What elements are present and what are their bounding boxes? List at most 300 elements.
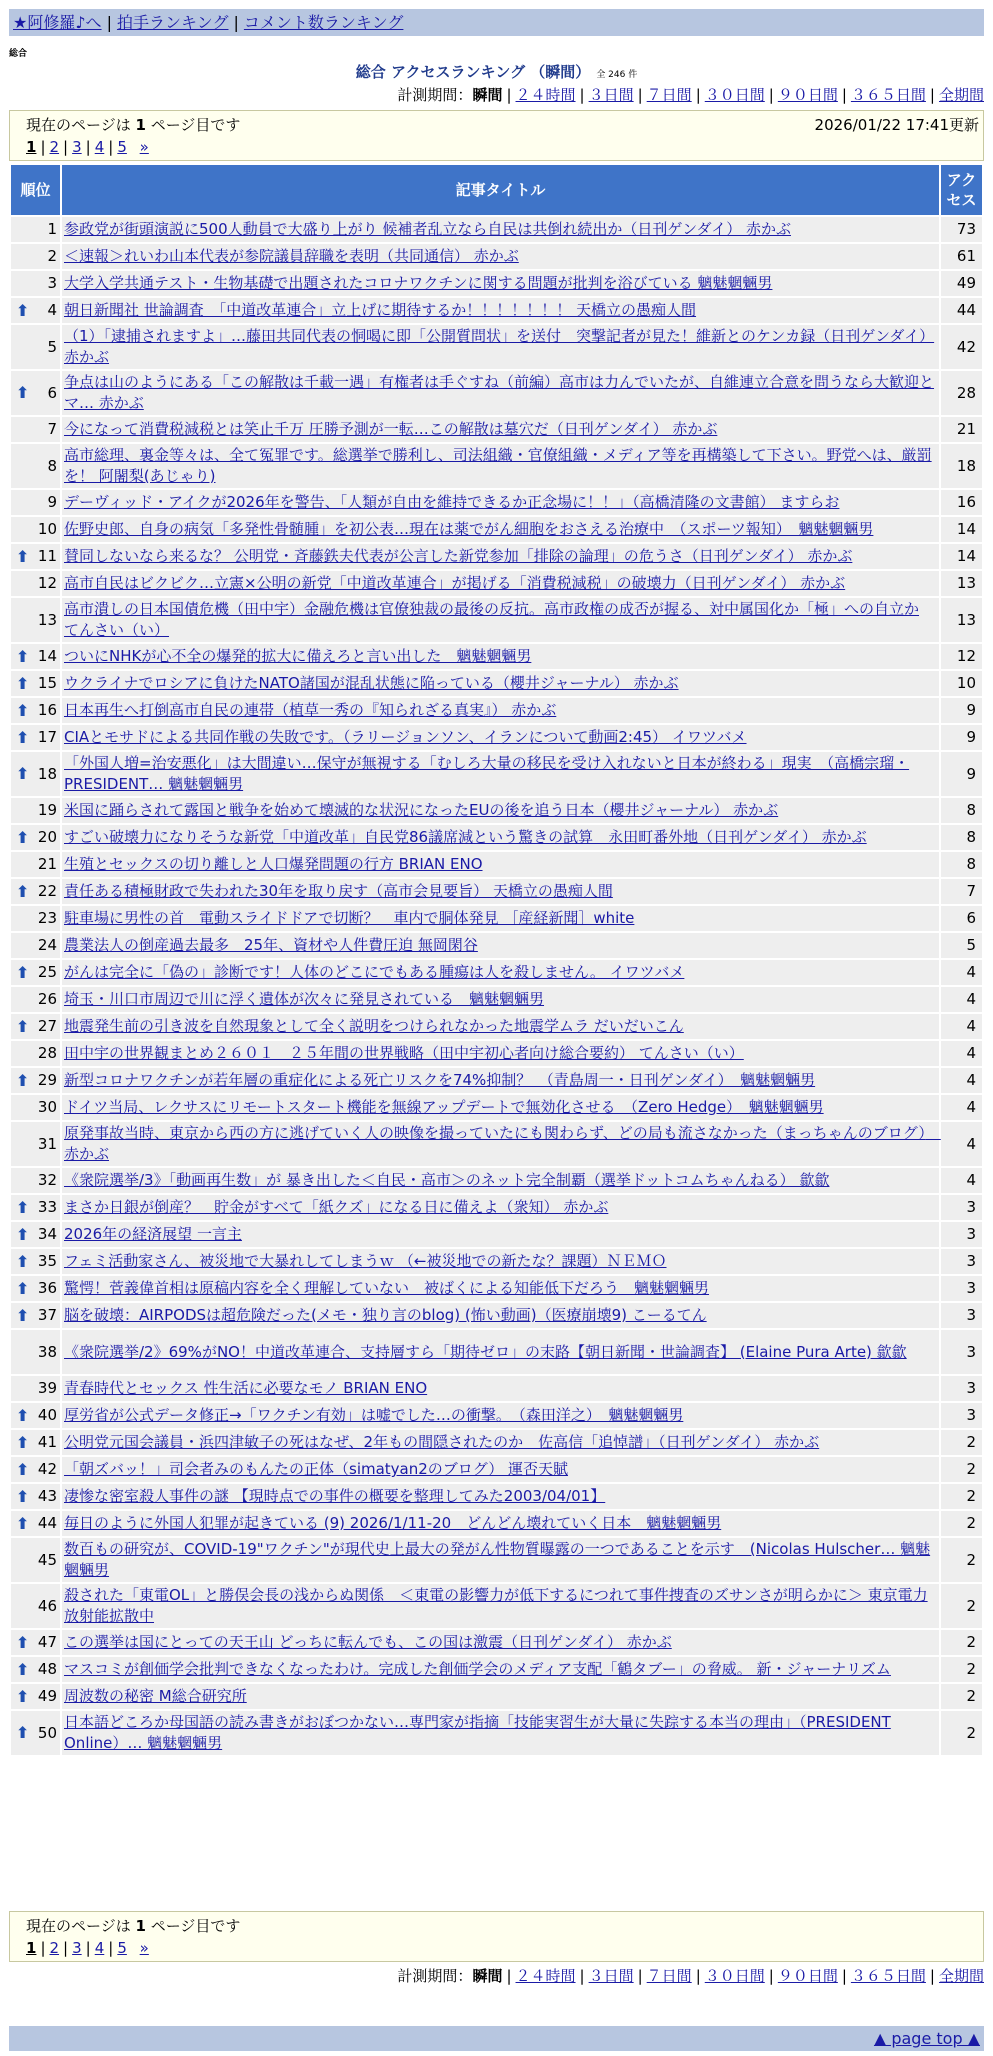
rank-cell	[11, 371, 60, 415]
access-count: 10	[941, 671, 982, 696]
article-link[interactable]: ついにNHKが心不全の爆発的拡大に備えろと言い出した 魑魅魍魎男	[64, 647, 532, 665]
title-cell	[62, 698, 939, 723]
updated-date: 2026/01/22 17:41更新	[814, 116, 979, 134]
page-status: 現在のページは 1 ページ目です	[26, 116, 241, 134]
article-link[interactable]: ドイツ当局、レクサスにリモートスタート機能を無線アップデートで無効化させる （Zero Hedge） 魑魅魍魎男	[64, 1098, 824, 1116]
title-cell	[62, 544, 939, 569]
up-arrow-icon: ⬆	[16, 962, 30, 982]
period-24h[interactable]: ２４時間	[515, 86, 576, 104]
article-link[interactable]: 青春時代とセックス 性生活に必要なモノ BRIAN ENO	[64, 1379, 428, 1397]
rank-cell	[11, 1511, 60, 1536]
rank-cell	[11, 1330, 60, 1374]
rank-number: 2	[47, 247, 57, 265]
title-cell	[62, 825, 939, 850]
access-count: 14	[941, 517, 982, 542]
article-link[interactable]: フェミ活動家さん、被災地で大暴れしてしまうｗ （←被災地での新たな？課題）ＮＥＭＯ	[64, 1252, 667, 1270]
page-link[interactable]: 5	[117, 138, 127, 156]
access-count: 14	[941, 544, 982, 569]
title-cell	[62, 444, 939, 488]
article-link[interactable]: 原発事故当時、東京から西の方に逃げていく人の映像を撮っていたにも関わらず、どの局も流さなかった（まっちゃんのブログ） 赤かぶ	[64, 1124, 941, 1163]
rank-cell	[11, 1457, 60, 1482]
access-count: 28	[941, 371, 982, 415]
rank-cell	[11, 725, 60, 750]
page-link[interactable]: 4	[94, 138, 105, 156]
period-7d[interactable]: ７日間	[646, 1967, 692, 1985]
rank-number: 33	[37, 1198, 57, 1216]
rank-number: 11	[37, 547, 57, 565]
title-cell	[62, 598, 939, 642]
up-arrow-icon: ⬆	[16, 881, 30, 901]
article-link[interactable]: CIAとモサドによる共同作戦の失敗です。（ラリージョンソン、イランについて動画2:45） イワツバメ	[64, 728, 747, 746]
up-arrow-icon: ⬆	[16, 1486, 30, 1506]
period-30d[interactable]: ３０日間	[704, 86, 765, 104]
rank-number: 48	[37, 1660, 57, 1678]
home-link[interactable]: ★阿修羅♪へ	[13, 13, 102, 32]
rank-cell	[11, 879, 60, 904]
table-row	[11, 1457, 982, 1482]
article-link[interactable]: 責任ある積極財政で失われた30年を取り戻す（高市会見要旨） 天橋立の愚痴人間	[64, 882, 613, 900]
rank-number: 42	[37, 1460, 57, 1478]
access-count: 6	[941, 906, 982, 931]
article-link[interactable]: 数百もの研究が、COVID-19"ワクチン"が現代史上最大の発がん性物質曝露の一つであることを示す (Nicolas Hulscher… 魑魅魍魎男	[64, 1540, 931, 1579]
table-row	[11, 417, 982, 442]
title-cell	[62, 1430, 939, 1455]
article-link[interactable]: 駐車場に男性の首 電動スライドドアで切断？ 車内で胴体発見 ［産経新聞］white	[64, 909, 635, 927]
title-cell	[62, 298, 939, 323]
page-top-link[interactable]: ▲ page top ▲	[873, 2029, 980, 2048]
table-row	[11, 1403, 982, 1428]
table-row	[11, 1168, 982, 1193]
rank-number: 34	[37, 1225, 57, 1243]
table-row	[11, 1584, 982, 1628]
page-current: 1	[26, 138, 37, 156]
title-cell	[62, 1711, 939, 1755]
table-row	[11, 1711, 982, 1755]
rank-number: 27	[37, 1017, 57, 1035]
rank-number: 1	[47, 220, 57, 238]
table-row	[11, 244, 982, 269]
table-row	[11, 725, 982, 750]
access-count: 44	[941, 298, 982, 323]
rank-cell	[11, 852, 60, 877]
access-count: 3	[941, 1195, 982, 1220]
title-cell	[62, 1330, 939, 1374]
up-arrow-icon: ⬆	[16, 827, 30, 847]
article-link[interactable]: 高市自民はビクビク…立憲×公明の新党「中道改革連合」が掲げる「消費税減税」の破壊力（日刊ゲンダイ） 赤かぶ	[64, 574, 846, 592]
rank-cell	[11, 1684, 60, 1709]
title-cell	[62, 1303, 939, 1328]
table-row	[11, 1376, 982, 1401]
rank-number: 3	[47, 274, 57, 292]
article-link[interactable]: 公明党元国会議員・浜四津敏子の死はなぜ、2年もの間隠されたのか 佐高信「追悼譜」（日刊ゲンダイ） 赤かぶ	[64, 1433, 820, 1451]
title-cell	[62, 752, 939, 796]
article-link[interactable]: 今になって消費税減税とは笑止千万 圧勝予測が一転…この解散は墓穴だ（日刊ゲンダイ） 赤かぶ	[64, 420, 718, 438]
rank-number: 17	[37, 728, 57, 746]
access-count: 12	[941, 644, 982, 669]
title-cell	[62, 1222, 939, 1247]
rank-number: 37	[37, 1306, 57, 1324]
article-link[interactable]: 賛同しないなら来るな？ 公明党・斉藤鉄夫代表が公言した新党参加「排除の論理」の危うさ（日刊ゲンダイ） 赤かぶ	[64, 547, 853, 565]
rank-number: 40	[37, 1406, 57, 1424]
article-link[interactable]: 2026年の経済展望 一言主	[64, 1225, 242, 1243]
access-count: 42	[941, 325, 982, 369]
title-cell	[62, 1684, 939, 1709]
article-link[interactable]: 「外国人増=治安悪化」は大間違い…保守が無視する「むしろ大量の移民を受け入れないと日本が終わる」現実 （高橋宗瑠・PRESIDENT… 魑魅魍魎男	[64, 754, 910, 793]
article-link[interactable]: 生殖とセックスの切り離しと人口爆発問題の行方 BRIAN ENO	[64, 855, 483, 873]
rank-cell	[11, 671, 60, 696]
period-3d[interactable]: ３日間	[588, 1967, 634, 1985]
period-30d[interactable]: ３０日間	[704, 1967, 765, 1985]
page-next-link[interactable]: »	[139, 1939, 149, 1957]
title-cell	[62, 371, 939, 415]
ranking-title: 総合 アクセスランキング （瞬間）	[355, 63, 591, 81]
article-link[interactable]: 凄惨な密室殺人事件の謎 【現時点での事件の概要を整理してみた2003/04/01】	[64, 1487, 606, 1505]
title-cell	[62, 1014, 939, 1039]
page-title	[0, 61, 993, 82]
article-link[interactable]: 日本再生へ打倒高市自民の連帯（植草一秀の『知られざる真実』） 赤かぶ	[64, 701, 557, 719]
access-count: 2	[941, 1657, 982, 1682]
up-arrow-icon: ⬆	[16, 1723, 30, 1742]
rank-number: 16	[37, 701, 57, 719]
page-links: 1 | 2 | 3 | 4 | 5 »	[26, 138, 149, 156]
rank-cell	[11, 798, 60, 823]
article-link[interactable]: 大学入学共通テスト・生物基礎で出題されたコロナワクチンに関する問題が批判を浴びている 魑魅魍魎男	[64, 274, 773, 292]
rank-cell	[11, 1014, 60, 1039]
up-arrow-icon: ⬆	[16, 1197, 30, 1217]
table-row	[11, 1430, 982, 1455]
table-row	[11, 1095, 982, 1120]
table-row	[11, 325, 982, 369]
access-count: 9	[941, 752, 982, 796]
rank-number: 6	[47, 383, 57, 402]
rank-number: 29	[37, 1071, 57, 1089]
access-count: 4	[941, 1068, 982, 1093]
title-cell	[62, 571, 939, 596]
page-link[interactable]: 4	[94, 1939, 105, 1957]
rank-cell	[11, 444, 60, 488]
comment-ranking-link[interactable]: コメント数ランキング	[243, 13, 404, 32]
access-count: 2	[941, 1684, 982, 1709]
page-link[interactable]: 3	[72, 1939, 82, 1957]
page-link[interactable]: 2	[49, 1939, 60, 1957]
article-link[interactable]: 地震発生前の引き波を自然現象として全く説明をつけられなかった地震学ムラ だいだいこん	[64, 1017, 684, 1035]
title-cell	[62, 1538, 939, 1582]
article-link[interactable]: この選挙は国にとっての天王山 どっちに転んでも、この国は激震（日刊ゲンダイ） 赤かぶ	[64, 1633, 672, 1651]
page-link[interactable]: 2	[49, 138, 60, 156]
rank-number: 43	[37, 1487, 57, 1505]
article-link[interactable]: 埼玉・川口市周辺で川に浮く遺体が次々に発見されている 魑魅魍魎男	[64, 990, 545, 1008]
table-row	[11, 571, 982, 596]
article-link[interactable]: 脳を破壊：AIRPODSは超危険だった(メモ・独り言のblog) (怖い動画)（医療崩壊9) こーるてん	[64, 1306, 707, 1324]
period-selector-bottom: 計測期間：瞬間 | ２４時間 | ３日間 | ７日間 | ３０日間 | ９０日間 | ３６５日間 | 全期間	[397, 1967, 984, 1985]
access-count: 13	[941, 598, 982, 642]
access-count: 8	[941, 798, 982, 823]
article-link[interactable]: がんは完全に「偽の」診断です！人体のどこにでもある腫瘍は人を殺しません。 イワツバメ	[64, 963, 685, 981]
title-cell	[62, 1584, 939, 1628]
title-cell	[62, 725, 939, 750]
header-title: 記事タイトル	[62, 165, 939, 215]
up-arrow-icon: ⬆	[16, 1632, 30, 1652]
access-count: 13	[941, 571, 982, 596]
rank-number: 19	[37, 801, 57, 819]
article-link[interactable]: 高市総理、裏金等々は、全て冤罪です。総選挙で勝利し、司法組織・官僚組織・メディア等を再構築して下さい。野党へは、厳罰を！ 阿闍梨(あじゃり)	[64, 446, 932, 485]
article-link[interactable]: ウクライナでロシアに負けたNATO諸国が混乱状態に陥っている（櫻井ジャーナル） 赤かぶ	[64, 674, 679, 692]
period-7d[interactable]: ７日間	[646, 86, 692, 104]
period-24h[interactable]: ２４時間	[515, 1967, 576, 1985]
period-label: 計測期間：	[397, 1967, 473, 1985]
table-row	[11, 987, 982, 1012]
article-link[interactable]: 争点は山のようにある「この解散は千載一遇」有権者は手ぐすね（前編）高市は力んでいたが、自維連立合意を問うなら大歓迎とマ… 赤かぶ	[64, 373, 935, 412]
article-link[interactable]: 驚愕！菅義偉首相は原稿内容を全く理解していない 被ばくによる知能低下だろう 魑魅魍魎男	[64, 1279, 710, 1297]
title-cell	[62, 1041, 939, 1066]
table-row	[11, 933, 982, 958]
period-current: 瞬間	[472, 86, 503, 104]
access-count: 2	[941, 1630, 982, 1655]
rank-number: 26	[37, 990, 57, 1008]
up-arrow-icon: ⬆	[16, 1513, 30, 1533]
access-count: 61	[941, 244, 982, 269]
title-cell	[62, 1168, 939, 1193]
page-link[interactable]: 3	[72, 138, 82, 156]
rank-cell	[11, 1484, 60, 1509]
rank-number: 9	[47, 493, 57, 511]
up-arrow-icon: ⬆	[16, 646, 30, 666]
up-arrow-icon: ⬆	[16, 673, 30, 693]
article-link[interactable]: ＜速報＞れいわ山本代表が参院議員辞職を表明（共同通信） 赤かぶ	[64, 247, 519, 265]
access-count: 3	[941, 1403, 982, 1428]
title-cell	[62, 217, 939, 242]
period-90d[interactable]: ９０日間	[777, 86, 838, 104]
access-count: 2	[941, 1711, 982, 1755]
table-row	[11, 1122, 982, 1166]
article-link[interactable]: 殺された「東電OL」と勝俣会長の浅からぬ関係 ＜東電の影響力が低下するにつれて事件捜査のズサンさが明らかに＞ 東京電力放射能拡散中	[64, 1586, 928, 1625]
table-row	[11, 960, 982, 985]
rank-number: 18	[37, 764, 57, 783]
title-cell	[62, 325, 939, 369]
rank-cell	[11, 1584, 60, 1628]
table-row	[11, 1484, 982, 1509]
rank-cell	[11, 271, 60, 296]
rank-cell	[11, 598, 60, 642]
rank-number: 50	[37, 1723, 57, 1742]
table-row	[11, 798, 982, 823]
access-count: 73	[941, 217, 982, 242]
article-link[interactable]: 毎日のように外国人犯罪が起きている (9) 2026/1/11-20 どんどん壊れていく日本 魑魅魍魎男	[64, 1514, 722, 1532]
ranking-body	[11, 217, 982, 1755]
up-arrow-icon: ⬆	[16, 1459, 30, 1479]
title-cell	[62, 879, 939, 904]
article-link[interactable]: 周波数の秘密 M総合研究所	[64, 1687, 247, 1705]
rank-number: 7	[47, 420, 57, 438]
period-3d[interactable]: ３日間	[588, 86, 634, 104]
table-row	[11, 544, 982, 569]
article-link[interactable]: 「朝ズバッ！」司会者みのもんたの正体（simatyan2のブログ） 運否天賦	[64, 1460, 569, 1478]
rank-cell	[11, 217, 60, 242]
up-arrow-icon: ⬆	[16, 1405, 30, 1425]
rank-number: 25	[37, 963, 57, 981]
rank-cell	[11, 1122, 60, 1166]
access-count: 9	[941, 698, 982, 723]
rank-number: 31	[37, 1134, 57, 1153]
table-row	[11, 1511, 982, 1536]
pager-top	[9, 110, 984, 161]
rank-cell	[11, 1168, 60, 1193]
rank-number: 24	[37, 936, 57, 954]
rank-number: 47	[37, 1633, 57, 1651]
up-arrow-icon: ⬆	[16, 700, 30, 720]
top-nav-bar: ★阿修羅♪へ | 拍手ランキング | コメント数ランキング	[9, 9, 984, 36]
rank-number: 4	[47, 301, 57, 319]
table-row	[11, 517, 982, 542]
access-count: 4	[941, 1168, 982, 1193]
table-row	[11, 371, 982, 415]
article-link[interactable]: 日本語どころか母国語の読み書きがおぼつかない…専門家が指摘「技能実習生が大量に失踪する本当の理由」（PRESIDENT Online）… 魑魅魍魎男	[64, 1713, 891, 1752]
article-link[interactable]: 厚労省が公式データ修正→「ワクチン有効」は嘘でした…の衝撃。 （森田洋之） 魑魅魍魎男	[64, 1406, 684, 1424]
access-count: 3	[941, 1222, 982, 1247]
period-365d[interactable]: ３６５日間	[850, 86, 926, 104]
rank-number: 38	[37, 1342, 57, 1361]
rank-number: 23	[37, 909, 57, 927]
access-count: 4	[941, 960, 982, 985]
access-count: 8	[941, 852, 982, 877]
rank-number: 44	[37, 1514, 57, 1532]
up-arrow-icon: ⬆	[16, 727, 30, 747]
article-link[interactable]: すごい破壊力になりそうな新党「中道改革」自民党86議席減という驚きの試算 永田町番外地（日刊ゲンダイ） 赤かぶ	[64, 828, 867, 846]
rank-cell	[11, 1711, 60, 1755]
article-link[interactable]: 新型コロナワクチンが若年層の重症化による死亡リスクを74%抑制？ （青島周一・日刊ゲンダイ） 魑魅魍魎男	[64, 1071, 816, 1089]
table-row	[11, 825, 982, 850]
table-row	[11, 1630, 982, 1655]
section-label: 総合	[9, 49, 28, 59]
article-link[interactable]: 《衆院選挙/3》「動画再生数」が 暴き出した＜自民・高市＞のネット完全制覇（選挙ドットコムちゃんねる） 歙歙	[64, 1171, 830, 1189]
rank-number: 41	[37, 1433, 57, 1451]
table-row	[11, 1538, 982, 1582]
period-all[interactable]: 全期間	[938, 1967, 984, 1985]
access-count: 7	[941, 879, 982, 904]
footer-bar	[9, 2026, 984, 2051]
table-row	[11, 698, 982, 723]
article-link[interactable]: 朝日新聞社 世論調査 「中道改革連合」立上げに期待するか！！！！！！！ 天橋立の愚痴人間	[64, 301, 697, 319]
title-cell	[62, 1657, 939, 1682]
access-count: 4	[941, 1095, 982, 1120]
title-cell	[62, 271, 939, 296]
rank-cell	[11, 1276, 60, 1301]
up-arrow-icon: ⬆	[16, 546, 30, 566]
rank-cell	[11, 571, 60, 596]
article-link[interactable]: （1）「逮捕されますよ」…藤田共同代表の恫喝に即「公開質問状」を送付 突撃記者が見た！維新とのケンカ録（日刊ゲンダイ） 赤かぶ	[64, 327, 935, 366]
title-cell	[62, 1403, 939, 1428]
access-count: 3	[941, 1249, 982, 1274]
title-cell	[62, 517, 939, 542]
article-link[interactable]: 農業法人の倒産過去最多 25年、資材や人件費圧迫 無岡閑谷	[64, 936, 478, 954]
rank-cell	[11, 1249, 60, 1274]
rank-cell	[11, 825, 60, 850]
period-365d[interactable]: ３６５日間	[850, 1967, 926, 1985]
period-all[interactable]: 全期間	[938, 86, 984, 104]
period-selector-top: 計測期間：瞬間 | ２４時間 | ３日間 | ７日間 | ３０日間 | ９０日間 | ３６５日間 | 全期間	[397, 86, 984, 104]
table-row	[11, 298, 982, 323]
ranking-table	[9, 163, 984, 1757]
rank-cell	[11, 417, 60, 442]
title-cell	[62, 798, 939, 823]
title-cell	[62, 1457, 939, 1482]
page-next-link[interactable]: »	[139, 138, 149, 156]
rank-number: 21	[37, 855, 57, 873]
access-count: 16	[941, 490, 982, 515]
article-link[interactable]: 《衆院選挙/2》69%がNO！中道改革連合、支持層すら「期待ゼロ」の末路【朝日新聞・世論調査】 (Elaine Pura Arte) 歙歙	[64, 1342, 907, 1361]
article-link[interactable]: 米国に踊らされて露国と戦争を始めて壊滅的な状況になったEUの後を追う日本（櫻井ジャーナル） 赤かぶ	[64, 801, 779, 819]
article-link[interactable]: まさか日銀が倒産？ 貯金がすべて「紙クズ」になる日に備えよ（衆知） 赤かぶ	[64, 1198, 609, 1216]
page-link[interactable]: 5	[117, 1939, 127, 1957]
title-cell	[62, 1122, 939, 1166]
period-label: 計測期間：	[397, 86, 473, 104]
article-link[interactable]: 田中宇の世界観まとめ２６０１ ２５年間の世界戦略（田中宇初心者向け総合要約） てんさい（い）	[64, 1044, 744, 1062]
article-link[interactable]: 佐野史郎、自身の病気「多発性骨髄腫」を初公表…現在は薬でがん細胞をおさえる治療中 （スポーツ報知） 魑魅魍魎男	[64, 520, 874, 538]
rank-cell	[11, 1041, 60, 1066]
access-count: 2	[941, 1430, 982, 1455]
rank-number: 22	[37, 882, 57, 900]
rank-number: 45	[37, 1550, 57, 1569]
table-row	[11, 1222, 982, 1247]
article-link[interactable]: デーヴィッド・アイクが2026年を警告、「人類が自由を維持できるか正念場に！！」（高橋清隆の文書館） ますらお	[64, 493, 840, 511]
access-count: 2	[941, 1484, 982, 1509]
title-cell	[62, 1511, 939, 1536]
up-arrow-icon: ⬆	[16, 383, 30, 402]
title-cell	[62, 987, 939, 1012]
up-arrow-icon: ⬆	[16, 1686, 30, 1706]
access-count: 4	[941, 1041, 982, 1066]
article-link[interactable]: 高市潰しの日本国債危機（田中宇）金融危機は官僚独裁の最後の反抗。高市政権の成否が握る、対中属国化か「極」への自立か てんさい（い）	[64, 600, 920, 639]
period-90d[interactable]: ９０日間	[777, 1967, 838, 1985]
rank-cell	[11, 906, 60, 931]
article-link[interactable]: 参政党が街頭演説に500人動員で大盛り上がり 候補者乱立なら自民は共倒れ続出か（日刊ゲンダイ） 赤かぶ	[64, 220, 791, 238]
rank-number: 28	[37, 1044, 57, 1062]
period-current: 瞬間	[472, 1967, 503, 1985]
up-arrow-icon: ⬆	[16, 764, 30, 783]
title-cell	[62, 1484, 939, 1509]
access-count: 8	[941, 825, 982, 850]
article-link[interactable]: マスコミが創価学会批判できなくなったわけ。完成した創価学会のメディア支配「鶴タブー」の脅威。 新・ジャーナリズム	[64, 1660, 891, 1678]
rank-cell	[11, 1403, 60, 1428]
title-cell	[62, 1068, 939, 1093]
table-row	[11, 1249, 982, 1274]
rank-number: 8	[47, 456, 57, 475]
rank-cell	[11, 752, 60, 796]
table-row	[11, 1330, 982, 1374]
clap-ranking-link[interactable]: 拍手ランキング	[116, 13, 229, 32]
title-cell	[62, 1276, 939, 1301]
rank-number: 10	[37, 520, 57, 538]
title-cell	[62, 852, 939, 877]
table-row	[11, 1195, 982, 1220]
title-cell	[62, 490, 939, 515]
up-arrow-icon: ⬆	[16, 1070, 30, 1090]
title-cell	[62, 1376, 939, 1401]
access-count: 5	[941, 933, 982, 958]
rank-number: 36	[37, 1279, 57, 1297]
access-count: 4	[941, 987, 982, 1012]
table-row	[11, 271, 982, 296]
rank-number: 15	[37, 674, 57, 692]
access-count: 49	[941, 271, 982, 296]
title-cell	[62, 1249, 939, 1274]
title-cell	[62, 960, 939, 985]
rank-cell	[11, 490, 60, 515]
title-cell	[62, 644, 939, 669]
up-arrow-icon: ⬆	[16, 1432, 30, 1452]
rank-cell	[11, 1376, 60, 1401]
up-arrow-icon: ⬆	[16, 1278, 30, 1298]
